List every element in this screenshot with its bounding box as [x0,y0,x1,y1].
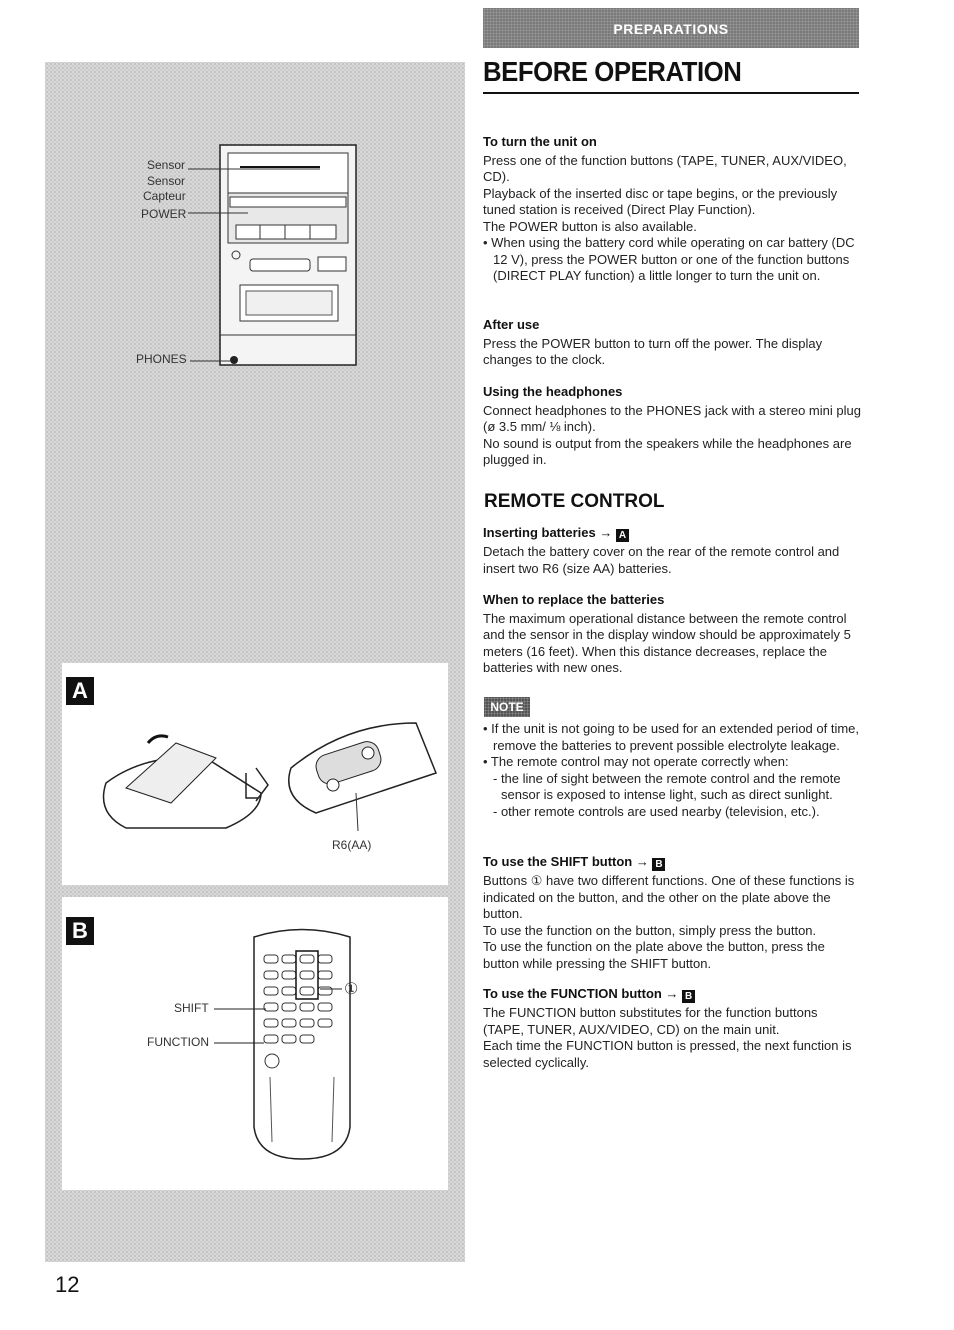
power-label: POWER [141,207,187,221]
note-badge: NOTE [484,697,530,717]
callout-marker-1: ① [344,981,359,998]
function-label: FUNCTION [147,1035,209,1049]
figure-b-ref-shift: B [652,858,665,871]
function-heading: To use the FUNCTION button → B [483,986,861,1003]
page-title: BEFORE OPERATION [483,56,742,87]
turn-on-section [483,134,861,285]
phones-label: PHONES [136,352,187,366]
headphones-p1: Connect headphones to the PHONES jack with a stereo mini plug (ø 3.5 mm/ ⅛ inch). [483,402,861,434]
turn-on-p1: Press one of the function buttons (TAPE, TUNER, AUX/VIDEO, CD). [483,152,847,184]
main-unit-illustration [130,135,370,385]
function-heading-text: To use the FUNCTION button [483,986,662,1001]
headphones-p2: No sound is output from the speakers while the headphones are plugged in. [483,435,852,467]
sensor-label-en: Sensor [147,158,186,172]
turn-on-p3: The POWER button is also available. [483,218,697,234]
after-use-section [483,317,861,369]
inserting-heading-text: Inserting batteries [483,525,596,540]
shift-heading: To use the SHIFT button → B [483,854,861,871]
turn-on-bullet: • When using the battery cord while operating on car battery (DC 12 V), press the POWER button or one of the function buttons (DIRECT PLAY function) a little longer to turn the unit on. [483,235,855,283]
note-bullet-2: • The remote control may not operate correctly when: [483,754,789,769]
replace-p1: The maximum operational distance between the remote control and the sensor in the display window should be approximately 5 meters (16 feet). When this distance decreases, replace the batteries with new ones. [483,610,851,675]
turn-on-heading: To turn the unit on [483,134,597,149]
figure-b [62,897,448,1190]
battery-insertion-illustration [86,713,446,863]
title-rule [483,92,859,94]
replace-heading: When to replace the batteries [483,592,665,607]
inserting-heading: Inserting batteries → A [483,525,861,542]
note-section [483,721,861,820]
remote-control-title: REMOTE CONTROL [484,491,665,512]
shift-p3: To use the function on the plate above the button, press the button while pressing the SHIFT button. [483,939,825,971]
shift-label: SHIFT [174,1001,209,1015]
headphones-section [483,384,861,469]
shift-section [483,854,861,972]
figure-b-letter: B [66,917,94,945]
note-dash-1: - the line of sight between the remote control and the remote sensor is exposed to intense light, such as direct sunlight. [493,770,841,802]
sensor-label-fr: Capteur [143,189,186,203]
note-bullet-1: • If the unit is not going to be used for an extended period of time, remove the batteries to prevent possible electrolyte leakage. [483,721,860,753]
battery-size-label: R6(AA) [332,838,372,852]
figure-a-letter: A [66,677,94,705]
shift-p2: To use the function on the button, simply press the button. [483,922,817,938]
function-p1: The FUNCTION button substitutes for the function buttons (TAPE, TUNER, AUX/VIDEO, CD) on the main unit. [483,1005,818,1037]
figure-a [62,663,448,885]
after-use-p1: Press the POWER button to turn off the power. The display changes to the clock. [483,335,823,367]
shift-heading-text: To use the SHIFT button [483,854,633,869]
function-p2: Each time the FUNCTION button is pressed, the next function is selected cyclically. [483,1038,852,1070]
section-band-label: PREPARATIONS [613,21,729,37]
turn-on-p2: Playback of the inserted disc or tape begins, or the previously tuned station is received (Direct Play Function). [483,185,838,217]
page-number: 12 [55,1272,80,1297]
function-section [483,986,861,1071]
replace-batteries-section [483,592,861,677]
inserting-batteries-section [483,525,861,577]
figure-a-ref: A [616,529,629,542]
after-use-heading: After use [483,317,540,332]
figure-b-leader-lines [62,897,448,1190]
headphones-heading: Using the headphones [483,384,623,399]
figure-b-ref-function: B [682,990,695,1003]
inserting-p1: Detach the battery cover on the rear of the remote control and insert two R6 (size AA) batteries. [483,544,840,576]
section-band [483,8,859,48]
note-dash-2: - other remote controls are used nearby (television, etc.). [493,803,820,819]
shift-p1: Buttons ① have two different functions. One of these functions is indicated on the button, and the other on the plate above the button. [483,873,855,921]
sensor-label-de: Sensor [147,174,186,188]
